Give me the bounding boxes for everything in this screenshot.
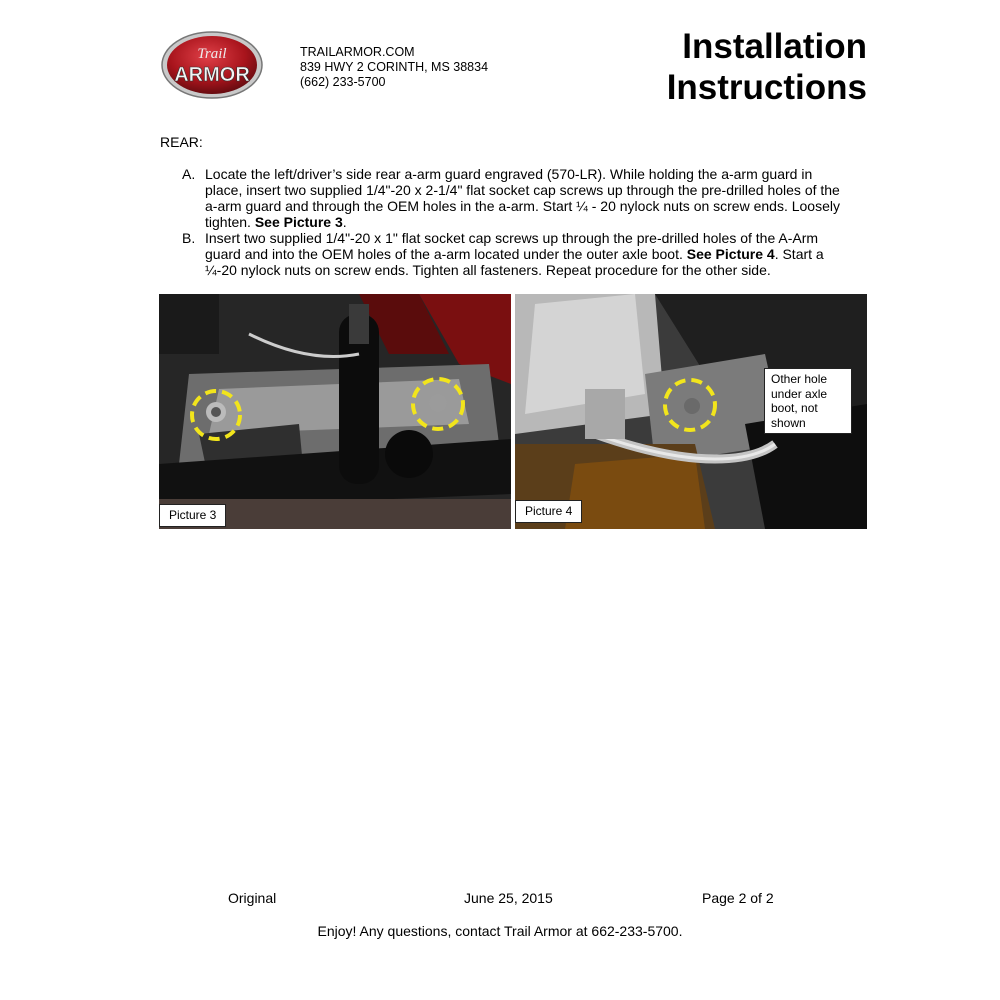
step-letter: A. [182,166,196,182]
title-line-1: Installation [682,27,867,66]
picture-4-caption: Picture 4 [515,500,582,523]
footer-contact: Enjoy! Any questions, contact Trail Armor at 662-233-5700. [317,923,683,939]
footer-original: Original [228,890,277,906]
picture-3-photo [159,294,511,529]
step-a [182,166,852,230]
document-title [667,26,867,108]
svg-text:Trail: Trail [197,46,227,62]
callout-label: Other hole under axle boot, not shown [764,368,852,434]
trail-armor-logo [160,30,264,100]
step-text: Locate the left/driver’s side rear a-arm guard engraved (570-LR). While holding the a-arm guard in place, insert two supplied 1/4"-20 x 2-1/4" flat socket cap screws up through the pre-drilled holes of the a-arm guard and through the OEM holes in the a-arm. Start ¼ - 20 nylock nuts on screw ends. Loosely tighten. See Picture 3. [205,166,840,230]
company-website[interactable]: TRAILARMOR.COM [300,45,415,59]
picture-reference: See Picture 4 [686,246,775,262]
title-line-2: Instructions [666,68,867,107]
company-phone: (662) 233-5700 [300,75,386,89]
company-address: 839 HWY 2 CORINTH, MS 38834 [300,60,489,74]
footer-date: June 25, 2015 [464,890,553,906]
picture-3-caption: Picture 3 [159,504,226,527]
step-text: Insert two supplied 1/4"-20 x 1" flat socket cap screws up through the pre-drilled holes of the A-Arm guard and into the OEM holes of the a-arm located under the outer axle boot. See Picture 4. Start a ¼-20 nylock nuts on screw ends. Tighten all fasteners. Repeat procedure for the other side. [205,230,824,278]
picture-4-photo [515,294,867,529]
step-b [182,230,852,278]
section-label: REAR: [160,134,203,150]
instruction-steps [182,166,852,278]
company-info [300,45,488,90]
picture-reference: See Picture 3 [254,214,343,230]
svg-text:ARMOR: ARMOR [174,64,250,86]
step-letter: B. [182,230,196,246]
footer-page-number: Page 2 of 2 [702,890,774,906]
